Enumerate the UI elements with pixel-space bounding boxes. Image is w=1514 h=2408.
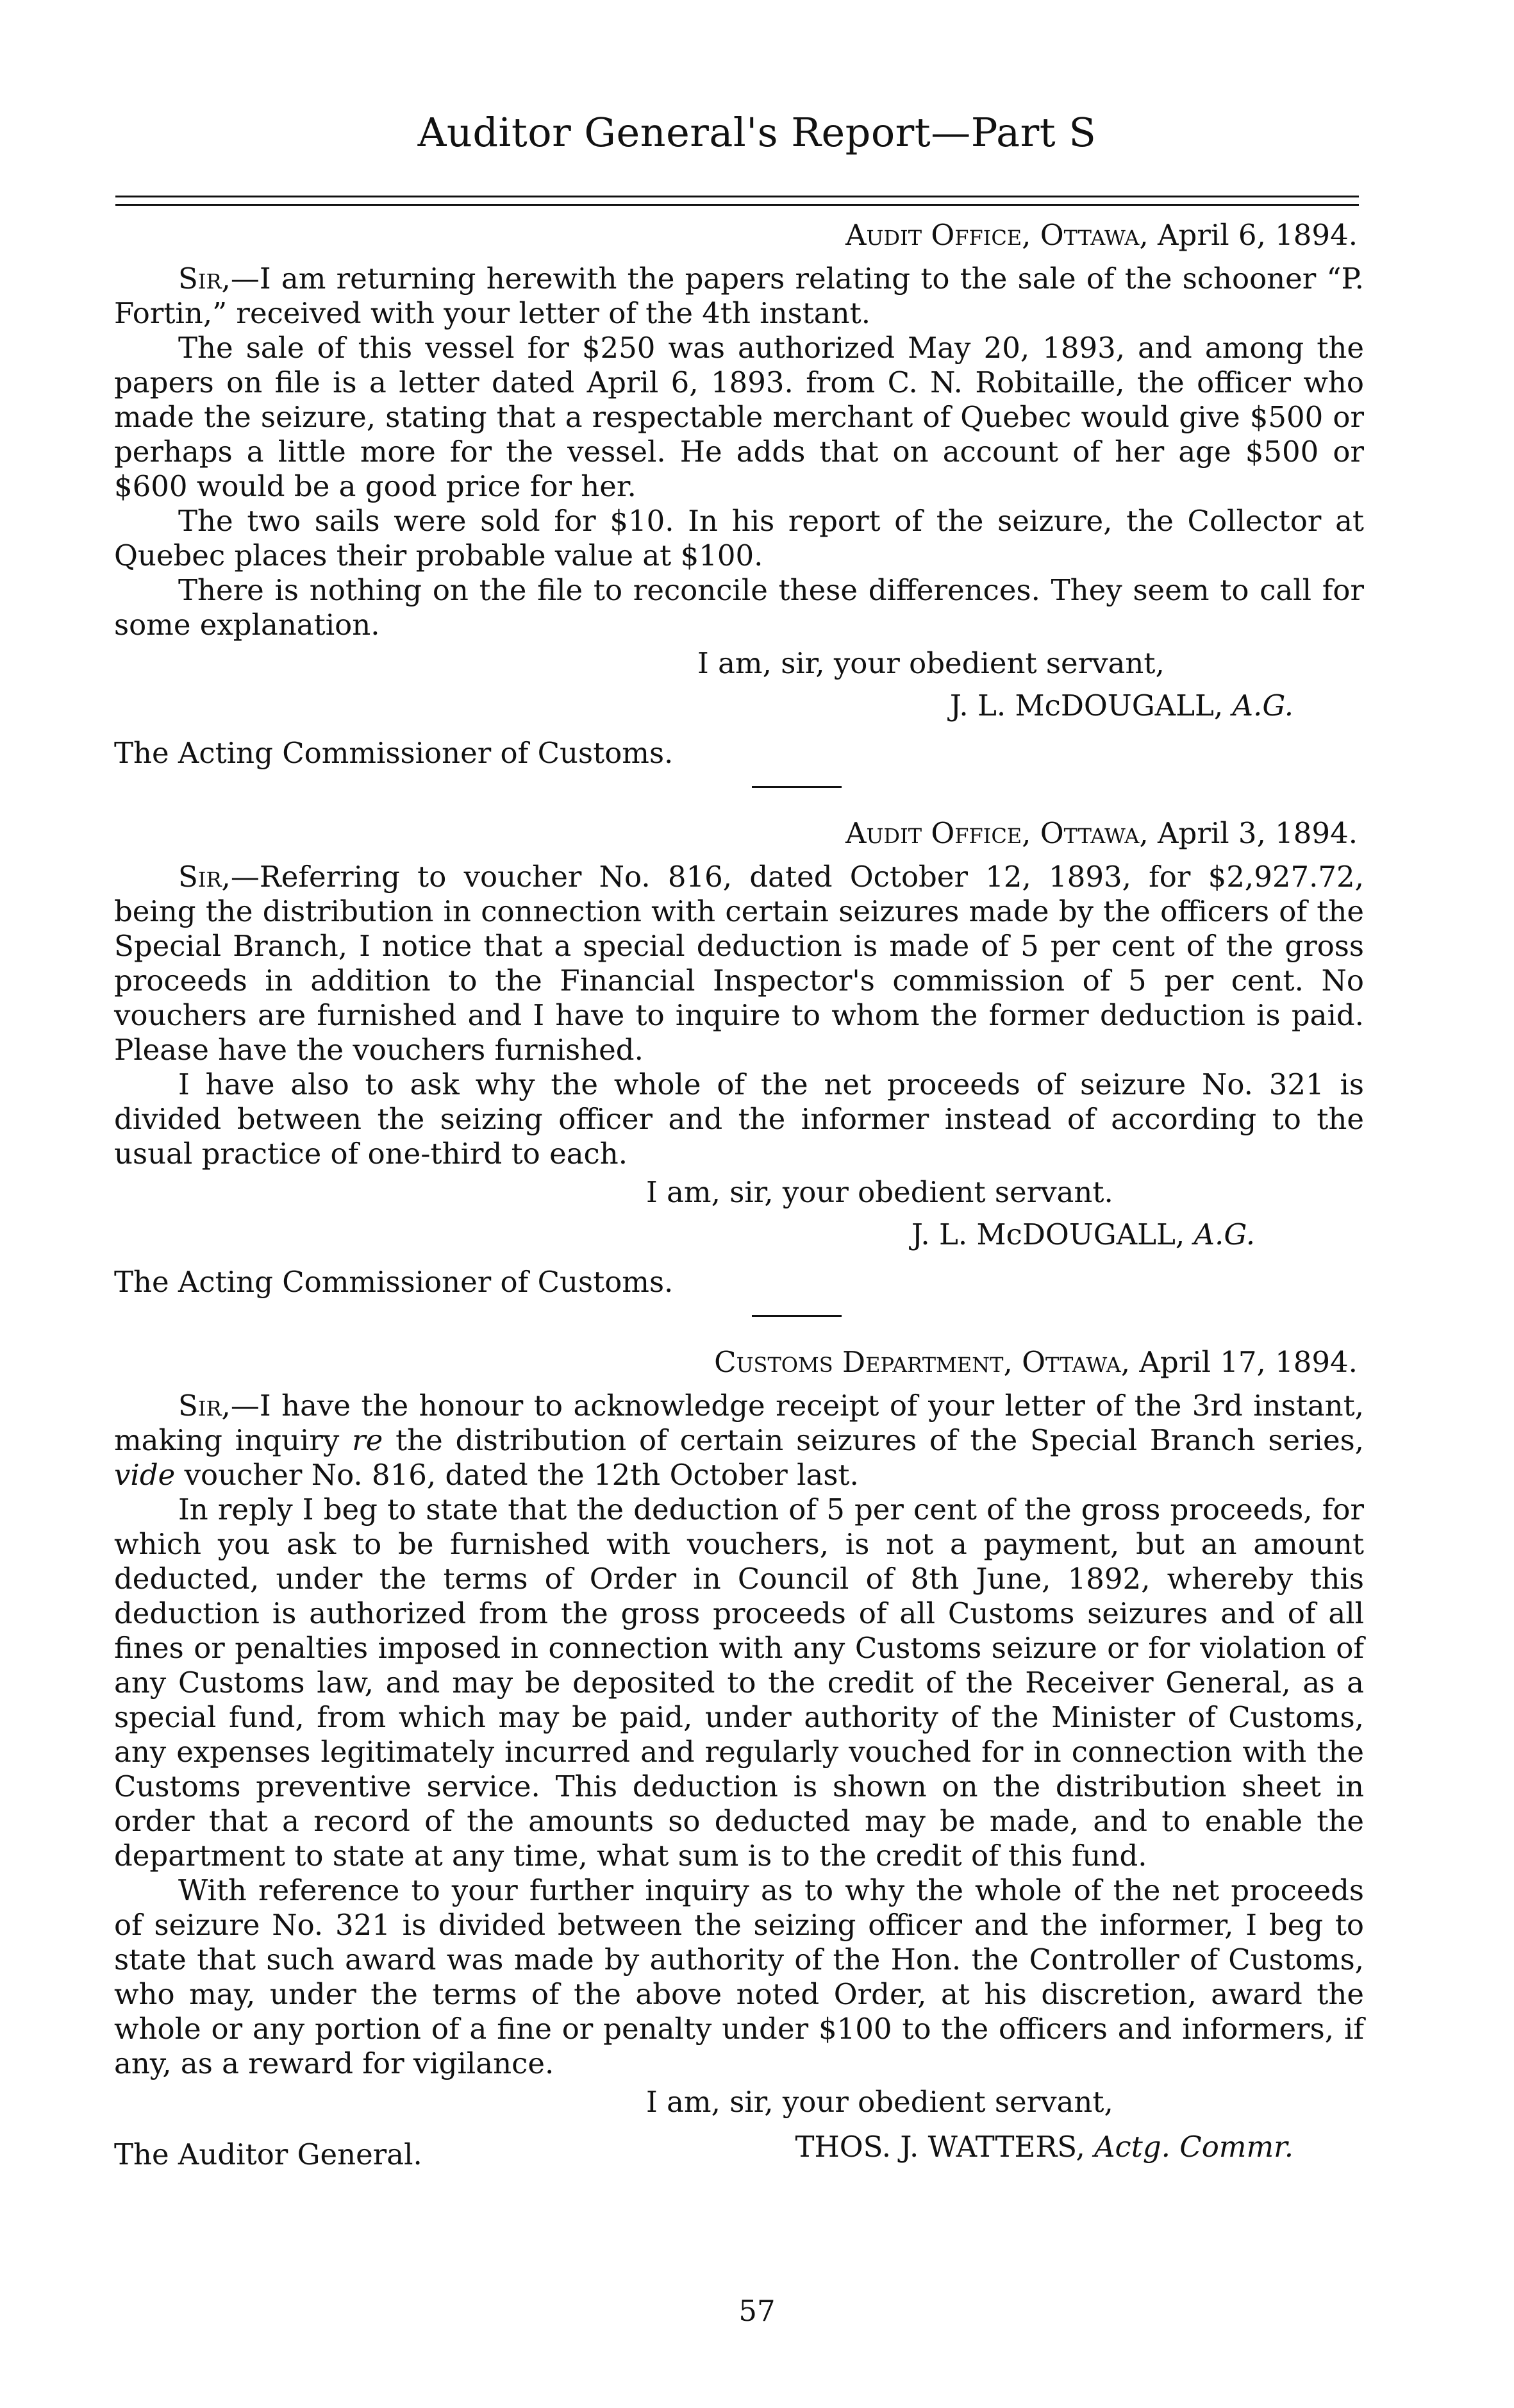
addressee: The Auditor General. (114, 2137, 422, 2171)
addressee: The Acting Commissioner of Customs. (114, 736, 674, 770)
dateline (114, 218, 1364, 253)
salutation: Sir, (178, 860, 231, 894)
signature-row (114, 2130, 1364, 2171)
running-head: Auditor General's Report—Part S (417, 109, 1097, 156)
dateline-date: April 17, 1894. (1139, 1345, 1358, 1379)
letter-1 (114, 218, 1364, 771)
paragraph: There is nothing on the file to reconcile these differences. They seem to call for some explanation. (114, 573, 1364, 642)
header-rule-top (115, 196, 1359, 197)
signature (114, 689, 1364, 723)
dateline (114, 816, 1364, 851)
dateline-date: April 3, 1894. (1158, 816, 1358, 850)
dateline-date: April 6, 1894. (1158, 218, 1358, 252)
closing: I am, sir, your obedient servant, (646, 2085, 1113, 2119)
salutation: Sir, (178, 262, 231, 296)
signature-name: J. L. McDOUGALL, (949, 689, 1224, 723)
paragraph: The sale of this vessel for $250 was authorized May 20, 1893, and among the papers on file is a letter dated April 6, 1893. from C. N. Robitaille, the officer who made the seizure, stating that a respectable merchant of Quebec would give $500 or perhaps a little more for the vessel. He adds that on account of her age $500 or $600 would be a good price for her. (114, 331, 1364, 503)
letter-3 (114, 1345, 1364, 2171)
closing: I am, sir, your obedient servant. (646, 1175, 1113, 1209)
signature-title: Actg. Commr. (1094, 2130, 1294, 2164)
paragraph: I have also to ask why the whole of the net proceeds of seizure No. 321 is divided between the seizing officer and the informer instead of according to the usual practice of one-third to each. (114, 1067, 1364, 1171)
page-number: 57 (738, 2294, 776, 2328)
paragraph: Sir,—I am returning herewith the papers relating to the sale of the schooner “P. Fortin,” received with your letter of the 4th instant. (114, 262, 1364, 330)
dateline-place: Audit Office, Ottawa, (845, 218, 1149, 252)
signature-title: A.G. (1232, 689, 1294, 723)
header-rule-bottom (115, 204, 1359, 206)
salutation: Sir, (178, 1389, 231, 1423)
signature-name: THOS. J. WATTERS, (795, 2130, 1085, 2164)
paragraph: Sir,—I have the honour to acknowledge receipt of your letter of the 3rd instant, making inquiry re the distribution of certain seizures of the Special Branch series, vide voucher No. 816, dated the 12th October last. (114, 1389, 1364, 1492)
separator-rule (752, 1315, 842, 1317)
separator-rule (752, 786, 842, 788)
paragraph: The two sails were sold for $10. In his report of the seizure, the Collector at Quebec places their probable value at $100. (114, 504, 1364, 573)
dateline (114, 1345, 1364, 1380)
paragraph: With reference to your further inquiry as to why the whole of the net proceeds of seizure No. 321 is divided between the seizing officer and the informer, I beg to state that such award was made by authority of the Hon. the Controller of Customs, who may, under the terms of the above noted Order, at his discretion, award the whole or any portion of a fine or penalty under $100 to the officers and informers, if any, as a reward for vigilance. (114, 1873, 1364, 2080)
letter-2 (114, 816, 1364, 1300)
dateline-place: Customs Department, Ottawa, (714, 1345, 1131, 1379)
paragraph: In reply I beg to state that the deduction of 5 per cent of the gross proceeds, for which you ask to be furnished with vouchers, is not a payment, but an amount deducted, under the terms of Order in Council of 8th June, 1892, whereby this deduction is authorized from the gross proceeds of all Customs seizures and of all fines or penalties imposed in connection with any Customs seizure or for violation of any Customs law, and may be deposited to the credit of the Receiver General, as a special fund, from which may be paid, under authority of the Minister of Customs, any expenses legitimately incurred and regularly vouched for in connection with the Customs preventive service. This deduction is shown on the distribution sheet in order that a record of the amounts so deducted may be made, and to enable the department to state at any time, what sum is to the credit of this fund. (114, 1492, 1364, 1873)
dateline-place: Audit Office, Ottawa, (845, 816, 1149, 850)
signature-name: J. L. McDOUGALL, (911, 1217, 1185, 1251)
paragraph: Sir,—Referring to voucher No. 816, dated October 12, 1893, for $2,927.72, being the distribution in connection with certain seizures made by the officers of the Special Branch, I notice that a special deduction is made of 5 per cent of the gross proceeds in addition to the Financial Inspector's commission of 5 per cent. No vouchers are furnished and I have to inquire to whom the former deduction is paid. Please have the vouchers furnished. (114, 860, 1364, 1067)
letters-body (114, 218, 1364, 2171)
signature (795, 2130, 1294, 2164)
signature (114, 1217, 1364, 1252)
addressee: The Acting Commissioner of Customs. (114, 1265, 674, 1299)
closing: I am, sir, your obedient servant, (697, 646, 1165, 680)
signature-title: A.G. (1194, 1217, 1255, 1251)
